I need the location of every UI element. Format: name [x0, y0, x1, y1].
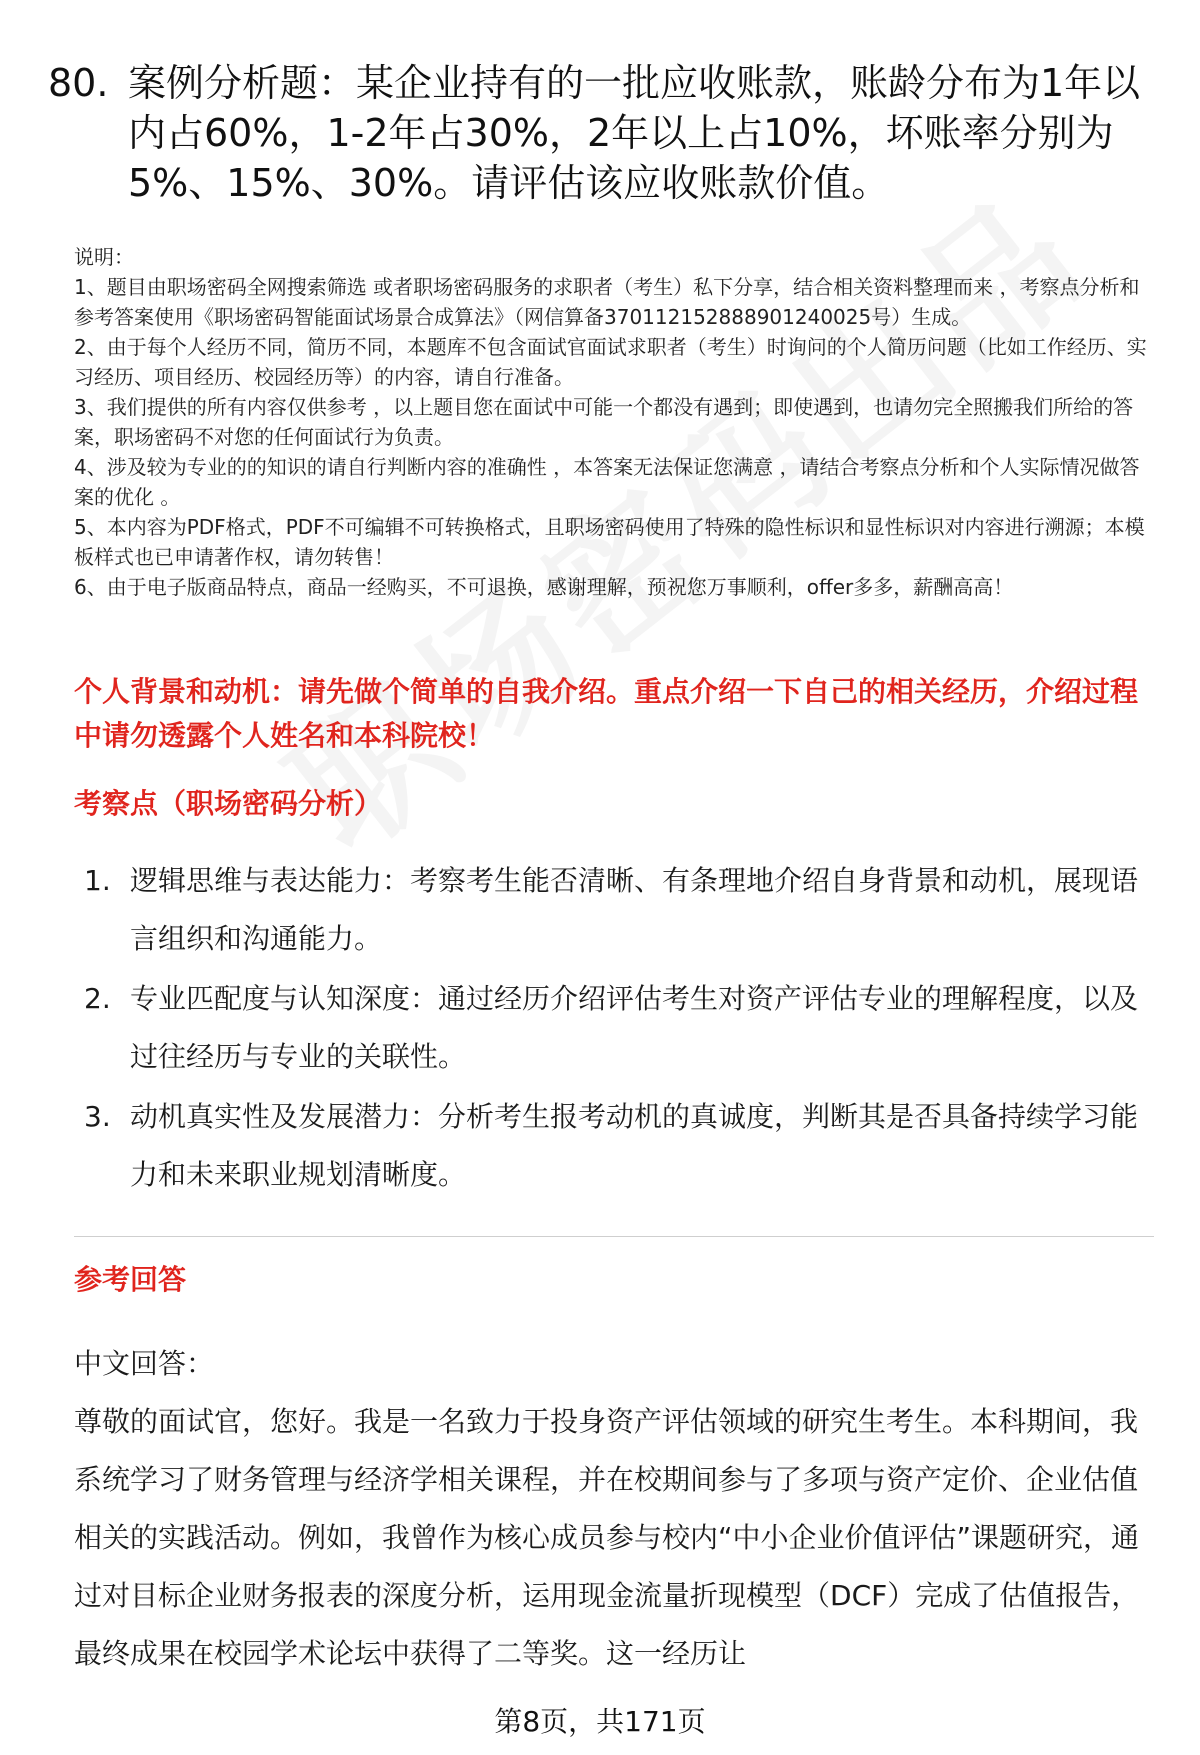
- list-item: [84, 1088, 1154, 1204]
- point-number: 3.: [84, 1100, 111, 1133]
- list-item: [84, 852, 1154, 968]
- list-item: [84, 970, 1154, 1086]
- note-item: 5、本内容为PDF格式，PDF不可编辑不可转换格式，且职场密码使用了特殊的隐性标识和显性标识对内容进行溯源；本模板样式也已申请著作权，请勿转售！: [74, 515, 1145, 569]
- background-question: 个人背景和动机：请先做个简单的自我介绍。重点介绍一下自己的相关经历，介绍过程中请勿透露个人姓名和本科院校！: [74, 675, 1139, 752]
- note-item: 2、由于每个人经历不同，简历不同，本题库不包含面试官面试求职者（考生）时询问的个人简历问题（比如工作经历、实习经历、项目经历、校园经历等）的内容，请自行准备。: [74, 335, 1147, 389]
- notes-section: [74, 242, 1154, 602]
- reference-answer: [74, 1335, 1154, 1683]
- note-item: 1、题目由职场密码全网搜索筛选 或者职场密码服务的求职者（考生）私下分享，结合相关资料整理而来 ，考察点分析和参考答案使用《职场密码智能面试场景合成算法》（网信算备370112152888901240025号）生成。: [74, 275, 1140, 329]
- question-text: 案例分析题：某企业持有的一批应收账款，账龄分布为1年以内占60%，1-2年占30%，2年以上占10%，坏账率分别为5%、15%、30%。请评估该应收账款价值。: [128, 61, 1141, 205]
- notes-title: 说明：: [74, 245, 134, 269]
- analysis-heading: 考察点（职场密码分析）: [74, 787, 383, 820]
- answer-body: 尊敬的面试官，您好。我是一名致力于投身资产评估领域的研究生考生。本科期间，我系统学习了财务管理与经济学相关课程，并在校期间参与了多项与资产定价、企业估值相关的实践活动。例如，我曾作为核心成员参与校内“中小企业价值评估”课题研究，通过对目标企业财务报表的深度分析，运用现金流量折现模型（DCF）完成了估值报告，最终成果在校园学术论坛中获得了二等奖。这一经历让: [74, 1405, 1140, 1670]
- reference-heading: 参考回答: [74, 1263, 187, 1296]
- note-item: 3、我们提供的所有内容仅供参考 ，以上题目您在面试中可能一个都没有遇到；即使遇到，也请勿完全照搬我们所给的答案，职场密码不对您的任何面试行为负责。: [74, 395, 1134, 449]
- point-number: 2.: [84, 982, 111, 1015]
- point-text: 逻辑思维与表达能力：考察考生能否清晰、有条理地介绍自身背景和动机，展现语言组织和沟通能力。: [130, 864, 1139, 955]
- answer-label: 中文回答：: [74, 1347, 215, 1380]
- question: [48, 58, 1158, 208]
- question-number: 80.: [48, 61, 109, 105]
- point-number: 1.: [84, 864, 111, 897]
- point-text: 动机真实性及发展潜力：分析考生报考动机的真诚度，判断其是否具备持续学习能力和未来职业规划清晰度。: [130, 1100, 1139, 1191]
- page-footer: 第8页，共171页: [494, 1705, 706, 1738]
- note-item: 6、由于电子版商品特点，商品一经购买，不可退换，感谢理解，预祝您万事顺利，offer多多，薪酬高高！: [74, 575, 1014, 599]
- point-text: 专业匹配度与认知深度：通过经历介绍评估考生对资产评估专业的理解程度，以及过往经历与专业的关联性。: [130, 982, 1139, 1073]
- divider: [74, 1236, 1154, 1237]
- note-item: 4、涉及较为专业的的知识的请自行判断内容的准确性 ，本答案无法保证您满意 ，请结合考察点分析和个人实际情况做答案的优化 。: [74, 455, 1140, 509]
- analysis-points: [84, 852, 1154, 1206]
